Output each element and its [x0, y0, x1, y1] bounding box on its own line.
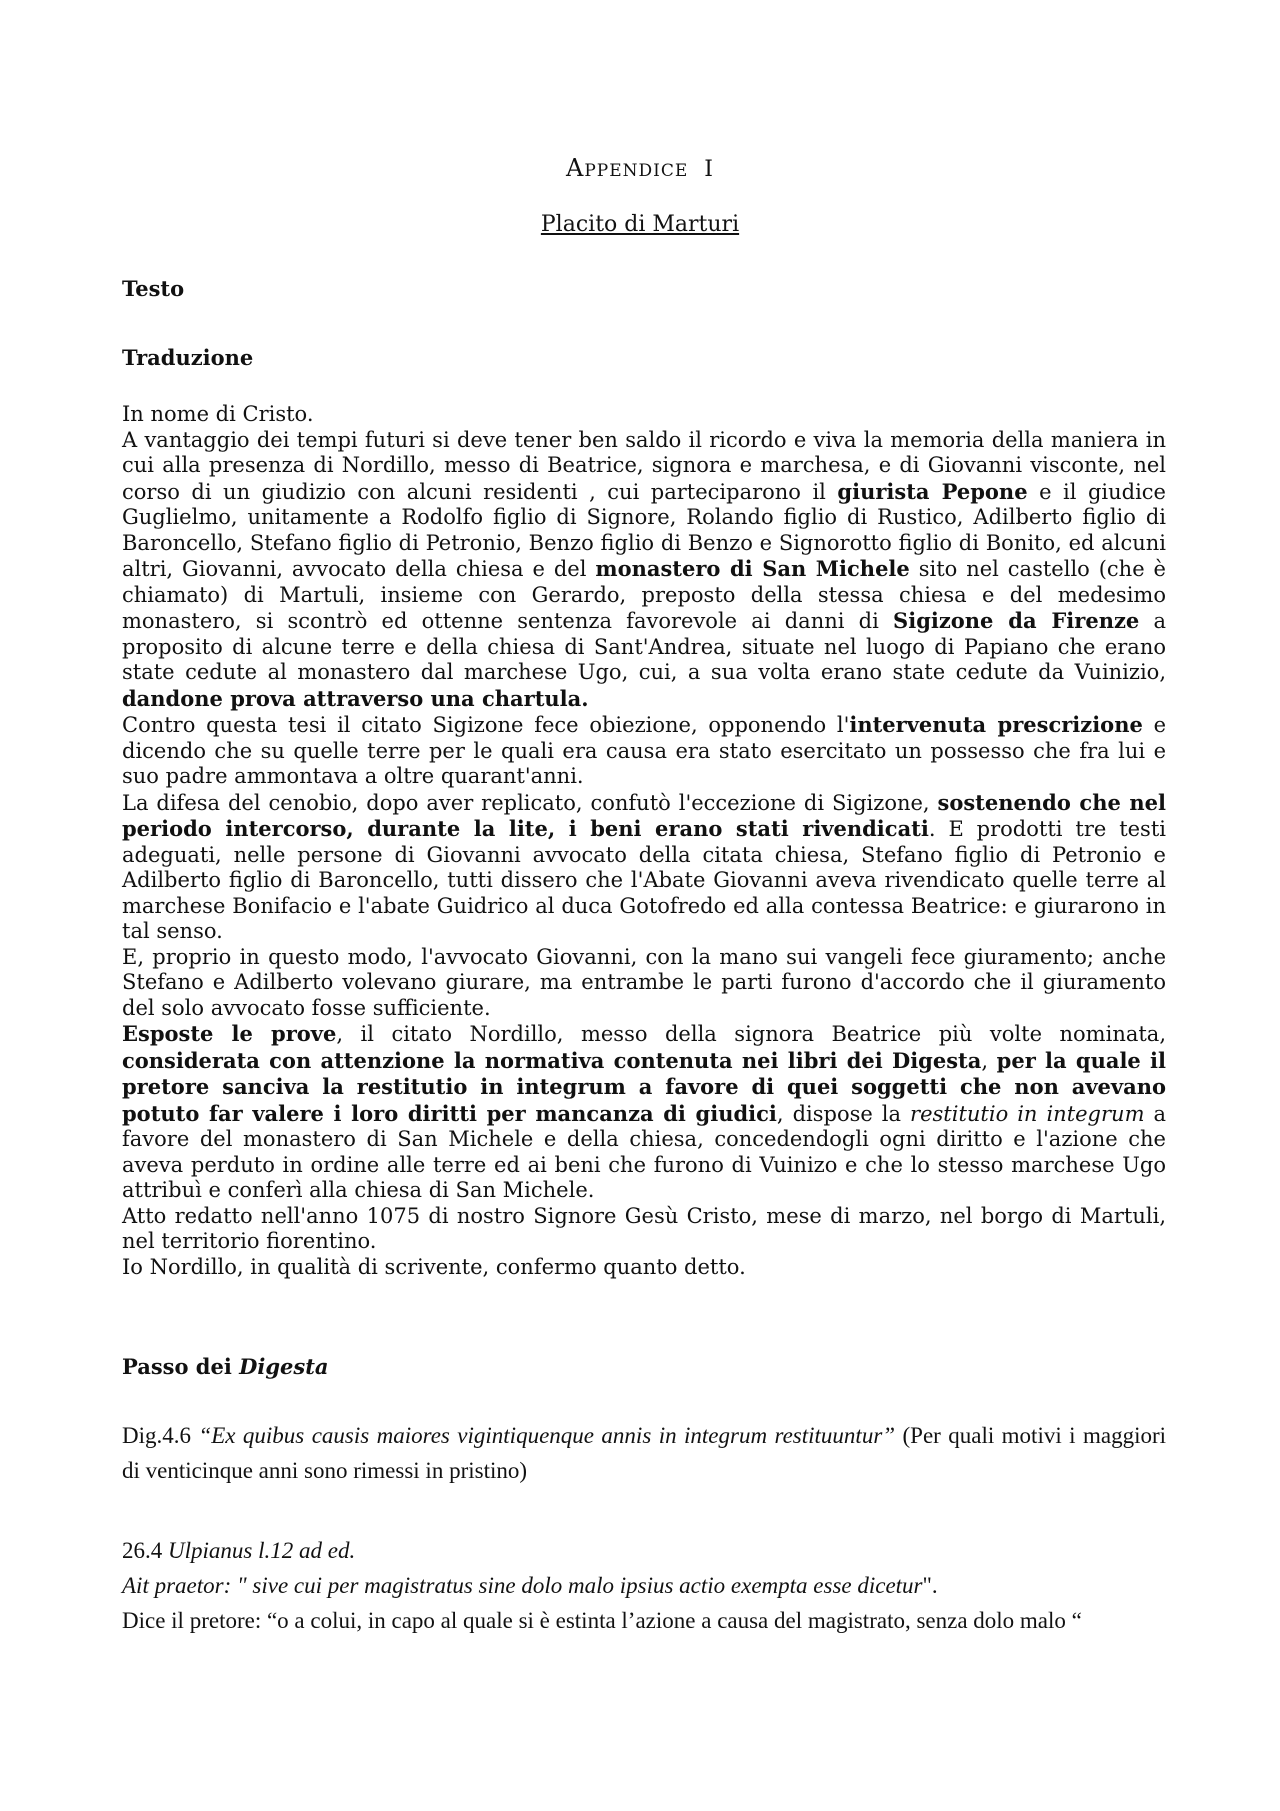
subtitle-text: Placito di Marturi — [540, 212, 740, 237]
heading-passo-digesta: Passo dei Digesta — [122, 1354, 329, 1379]
appendix-title-rest: PPENDICE — [584, 161, 689, 181]
digesta-latin-text: Ait praetor: " sive cui per magistratus sine dolo malo ipsius actio exempta esse dicetur". — [122, 1573, 938, 1598]
heading-traduzione: Traduzione — [122, 345, 254, 370]
appendix-title-initial: A — [566, 154, 585, 182]
paragraph-invocation: In nome di Cristo. — [122, 402, 314, 426]
digesta-italian-text: Dice il pretore: “o a colui, in capo al quale si è estinta l’azione a causa del magistrato, senza dolo malo “ — [122, 1608, 1082, 1633]
paragraph-ruling: Esposte le prove, il citato Nordillo, messo della signora Beatrice più volte nominata, considerata con attenzione la normativa contenuta nei libri dei Digesta, per la quale il pretore sanciva la restitutio in integrum a favore di quei soggetti che non avevano potuto far valere i loro diritti per mancanza di giudici, dispose la restitutio in integrum a favore del monastero di San Michele e della chiesa, concedendogli ogni diritto e l'azione che aveva perduto in ordine alle terre ed ai beni che furono di Vuinizo e che lo stesso marchese Ugo attribuì e conferì alla chiesa di San Michele. — [122, 1021, 1167, 1202]
paragraph-objection: Contro questa tesi il citato Sigizone fece obiezione, opponendo l'intervenuta prescrizione e dicendo che su quelle terre per le quali era causa era stato esercitato un possesso che fra lui e suo padre ammontava a oltre quarant'anni. — [122, 712, 1167, 788]
digesta-title-translation: (Per quali motivi i maggiori di venticinque anni sono rimessi in pristino) — [122, 1423, 1167, 1483]
digesta-title-paragraph — [122, 1418, 1166, 1488]
digesta-latin-title: “Ex quibus causis maiores vigintiquenque annis in integrum restituuntur” — [198, 1423, 896, 1448]
digesta-reference: Dig.4.6 — [122, 1423, 199, 1448]
appendix-title — [0, 154, 1280, 182]
paragraph-oath: E, proprio in questo modo, l'avvocato Giovanni, con la mano sui vangeli fece giuramento; anche Stefano e Adilberto volevano giurare, ma entrambe le parti furono d'accordo che il giuramento del solo avvocato fosse sufficiente. — [122, 944, 1166, 1020]
appendix-number: I — [704, 157, 714, 182]
paragraph-defense: La difesa del cenobio, dopo aver replicato, confutò l'eccezione di Sigizone, sostenendo che nel periodo intercorso, durante la lite, i beni erano stati rivendicati. E prodotti tre testi adeguati, nelle persone di Giovanni avvocato della citata chiesa, Stefano figlio di Petronio e Adilberto figlio di Baroncello, tutti dissero che l'Abate Giovanni aveva rivendicato quelle terre al marchese Bonifacio e l'abate Guidrico al duca Gotofredo ed alla contessa Beatrice: e giurarono in tal senso. — [122, 789, 1166, 943]
heading-testo: Testo — [122, 276, 185, 301]
traduzione-body — [122, 402, 1166, 1280]
paragraph-narrative: A vantaggio dei tempi futuri si deve tener ben saldo il ricordo e viva la memoria della maniera in cui alla presenza di Nordillo, messo di Beatrice, signora e marchesa, e di Giovanni visconte, nel corso di un giudizio con alcuni residenti , cui parteciparono il giurista Pepone e il giudice Guglielmo, unitamente a Rodolfo figlio di Signore, Rolando figlio di Rustico, Adilberto figlio di Baroncello, Stefano figlio di Petronio, Benzo figlio di Benzo e Signorotto figlio di Bonito, ed alcuni altri, Giovanni, avvocato della chiesa e del monastero di San Michele sito nel castello (che è chiamato) di Martuli, insieme con Gerardo, preposto della stessa chiesa e del medesimo monastero, si scontrò ed ottenne sentenza favorevole ai danni di Sigizone da Firenze a proposito di alcune terre e della chiesa di Sant'Andrea, situate nel luogo di Papiano che erano state cedute al monastero dal marchese Ugo, cui, a sua volta erano state cedute da Vuinizio, dandone prova attraverso una chartula. — [122, 427, 1166, 711]
digesta-citation: 26.4 Ulpianus l.12 ad ed. — [122, 1538, 356, 1563]
paragraph-signature: Io Nordillo, in qualità di scrivente, confermo quanto detto. — [122, 1254, 746, 1279]
paragraph-date: Atto redatto nell'anno 1075 di nostro Signore Gesù Cristo, mese di marzo, nel borgo di Martuli, nel territorio fiorentino. — [122, 1203, 1166, 1253]
document-subtitle — [0, 212, 1280, 237]
digesta-passage — [122, 1533, 1166, 1638]
